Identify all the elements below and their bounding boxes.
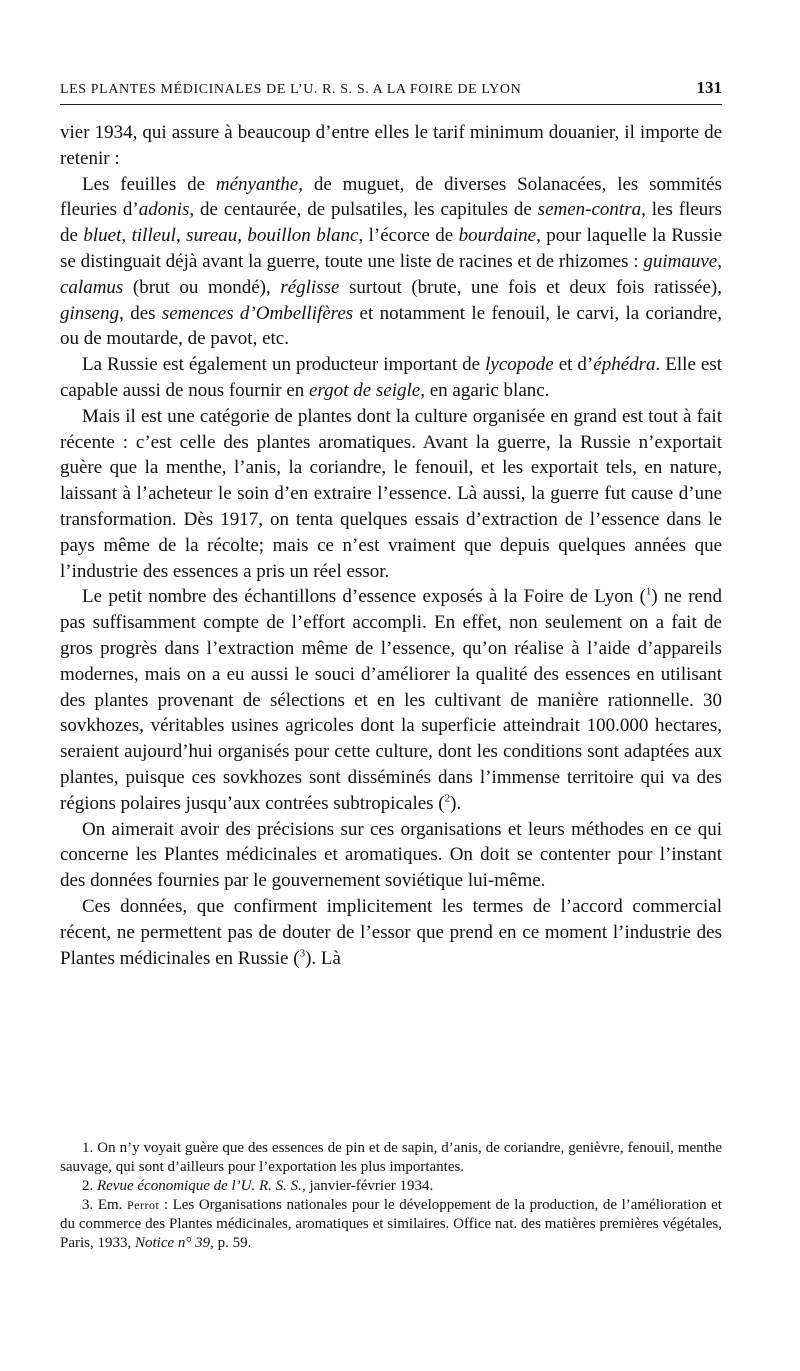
paragraph-4: Mais il est une catégorie de plantes dont la culture organisée en grand est tout à fait récente : c’est celle des plantes aromatiques. Avant la guerre, la Russie n’exportait guère que la menthe, l’anis, la coriandre, le fenouil, et les exportait tels, en nature, laissant à l’acheteur le soin d’en extraire l’essence. Là aussi, la guerre fut cause d’une transformation. Dès 1917, on tenta quelques essais d’extraction de l’essence dans le pays même de la récolte; mais ce n’est vraiment que depuis quelques années que l’industrie des essences a pris un réel essor. [60,405,722,582]
footnote-3: 3. Em. Perrot : Les Organisations nationales pour le développement de la production, de l’amélioration et du commerce des Plantes médicinales, aromatiques et similaires. Office nat. des matières premières végétales, Paris, 1933, Notice n° 39, p. 59. [60,1197,722,1251]
footnote-ref-2: 2 [444,792,451,805]
footnote-2: 2. Revue économique de l’U. R. S. S., janvier-février 1934. [82,1178,434,1194]
paragraph-5: Le petit nombre des échantillons d’essence exposés à la Foire de Lyon ($^1$) ne rend pas suffisamment compte de l’effort accompli. En effet, non seulement on a fait de gros progrès dans l’extraction même de l’essence, qu’on réalise à l’aide d’appareils modernes, mais on a eu aussi le souci d’améliorer la qualité des essences en utilisant des plantes provenant de sélections et en les cultivant de manière rationnelle. 30 sovkhozes, véritables usines agricoles dont la superficie atteindrait 100.000 hectares, seraient aujourd’hui organisés pour cette culture, dont les conditions sont adaptées aux plantes, puisque ces sovkhozes sont disséminés dans l’immense territoire qui va des régions polaires jusqu’aux contrées subtropicales ($^2$). [60,586,722,814]
paragraph-7: Ces données, que confirment implicitement les termes de l’accord commercial récent, ne permettent pas de douter de l’essor que prend en ce moment l’industrie des Plantes médicinales en Russie ($^3$). Là [60,895,722,969]
footnote-1: 1. On n’y voyait guère que des essences de pin et de sapin, d’anis, de coriandre, genièvre, fenouil, menthe sauvage, qui sont d’ailleurs pour l’exportation les plus importantes. [60,1140,722,1175]
footnote-ref-3: 3 [299,947,306,960]
paragraph-1: vier 1934, qui assure à beaucoup d’entre elles le tarif minimum douanier, il importe de retenir : [60,122,722,169]
paragraph-2: Les feuilles de ményanthe, de muguet, de diverses Solanacées, les sommités fleuries d’adonis, de centaurée, de pulsatiles, les capitules de semen-contra, les fleurs de bluet, tilleul, sureau, bouillon blanc, l’écorce de bourdaine, pour laquelle la Russie se distinguait déjà avant la guerre, toute une liste de racines et de rhizomes : guimauve, calamus (brut ou mondé), réglisse surtout (brute, une fois et deux fois ratissée), ginseng, des semences d’Ombellifères et notamment le fenouil, le carvi, la coriandre, ou de moutarde, de pavot, etc. [60,173,723,350]
running-title: LES PLANTES MÉDICINALES DE L’U. R. S. S. A LA FOIRE DE LYON [60,82,522,97]
paragraph-6: On aimerait avoir des précisions sur ces organisations et leurs méthodes en ce qui concerne les Plantes médicinales et aromatiques. On doit se contenter pour l’instant des données fournies par le gouvernement soviétique lui-même. [60,818,722,892]
article-body [60,120,722,971]
footnotes [60,1139,722,1253]
paragraph-3: La Russie est également un producteur important de lycopode et d’éphédra. Elle est capable aussi de nous fournir en ergot de seigle, en agaric blanc. [60,354,723,401]
author-small-caps: Perrot [126,1198,160,1212]
running-header [60,70,722,105]
footnote-ref-1: 1 [645,586,652,599]
page-number: 131 [696,78,722,97]
